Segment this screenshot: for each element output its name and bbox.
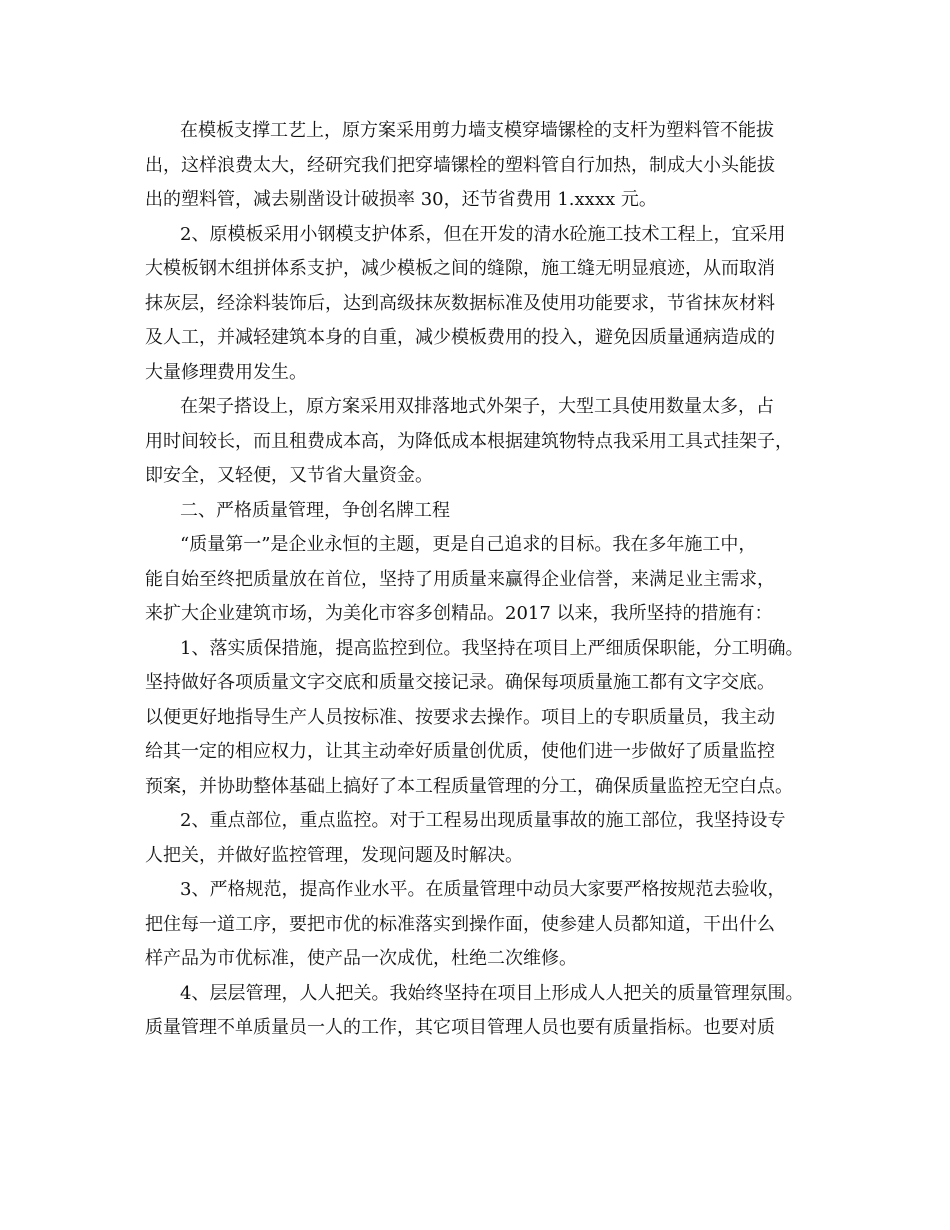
text-line: 3、严格规范，提高作业水平。在质量管理中动员大家要严格按规范去验收，	[180, 879, 786, 900]
text-line: 把住每一道工序，要把市优的标准落实到操作面，使参建人员都知道，干出什么	[145, 913, 775, 935]
text-line: 在模板支撑工艺上，原方案采用剪力墙支模穿墙镙栓的支杆为塑料管不能拔	[180, 120, 774, 141]
text-line: 以便更好地指导生产人员按标准、按要求去操作。项目上的专职质量员，我主动	[145, 706, 775, 728]
text-line: 2、原模板采用小钢模支护体系，但在开发的清水砼施工技术工程上，宜采用	[180, 223, 786, 245]
text-line: 在架子搭设上，原方案采用双排落地式外架子，大型工具使用数量太多，占	[180, 396, 774, 417]
text-line: 抹灰层，经涂料装饰后，达到高级抹灰数据标准及使用功能要求，节省抹灰材料	[145, 292, 775, 314]
text-line: 给其一定的相应权力，让其主动牵好质量创优质，使他们进一步做好了质量监控	[145, 741, 775, 762]
section-heading: 二、严格质量管理，争创名牌工程	[180, 499, 450, 521]
text-line: “质量第一”是企业永恒的主题，更是自己追求的目标。我在多年施工中，	[180, 534, 757, 555]
text-line: 出，这样浪费太大，经研究我们把穿墙镙栓的塑料管自行加热，制成大小头能拔	[145, 154, 775, 176]
text-line: 预案，并协助整体基础上搞好了本工程质量管理的分工，确保质量监控无空白点。	[145, 775, 793, 797]
text-line: 及人工，并减轻建筑本身的自重，减少模板费用的投入，避免因质量通病造成的	[145, 327, 775, 348]
text-line: 出的塑料管，减去剔凿设计破损率 30，还节省费用 1.xxxx 元。	[145, 189, 657, 210]
text-line: 用时间较长，而且租费成本高，为降低成本根据建筑物特点我采用工具式挂架子，	[145, 430, 793, 452]
text-line: 大模板钢木组拼体系支护，减少模板之间的缝隙，施工缝无明显痕迹，从而取消	[145, 258, 775, 279]
text-line: 1、落实质保措施，提高监控到位。我坚持在项目上严细质保职能，分工明确。	[180, 637, 804, 659]
text-line: 人把关，并做好监控管理，发现问题及时解决。	[145, 844, 523, 866]
text-line: 4、层层管理，人人把关。我始终坚持在项目上形成人人把关的质量管理氛围。	[180, 982, 804, 1004]
document-body	[145, 114, 825, 1046]
text-line: 能自始至终把质量放在首位，坚持了用质量来赢得企业信誉，来满足业主需求，	[145, 568, 775, 590]
text-line: 样产品为市优标准，使产品一次成优，杜绝二次维修。	[145, 948, 577, 969]
text-line: 坚持做好各项质量文字交底和质量交接记录。确保每项质量施工都有文字交底。	[145, 672, 775, 693]
text-line: 来扩大企业建筑市场，为美化市容多创精品。2017 以来，我所坚持的措施有：	[145, 603, 773, 624]
text-line: 2、重点部位，重点监控。对于工程易出现质量事故的施工部位，我坚持设专	[180, 810, 786, 831]
text-line: 即安全，又轻便，又节省大量资金。	[145, 465, 433, 486]
text-line: 大量修理费用发生。	[145, 361, 307, 383]
text-line: 质量管理不单质量员一人的工作，其它项目管理人员也要有质量指标。也要对质	[145, 1017, 775, 1038]
